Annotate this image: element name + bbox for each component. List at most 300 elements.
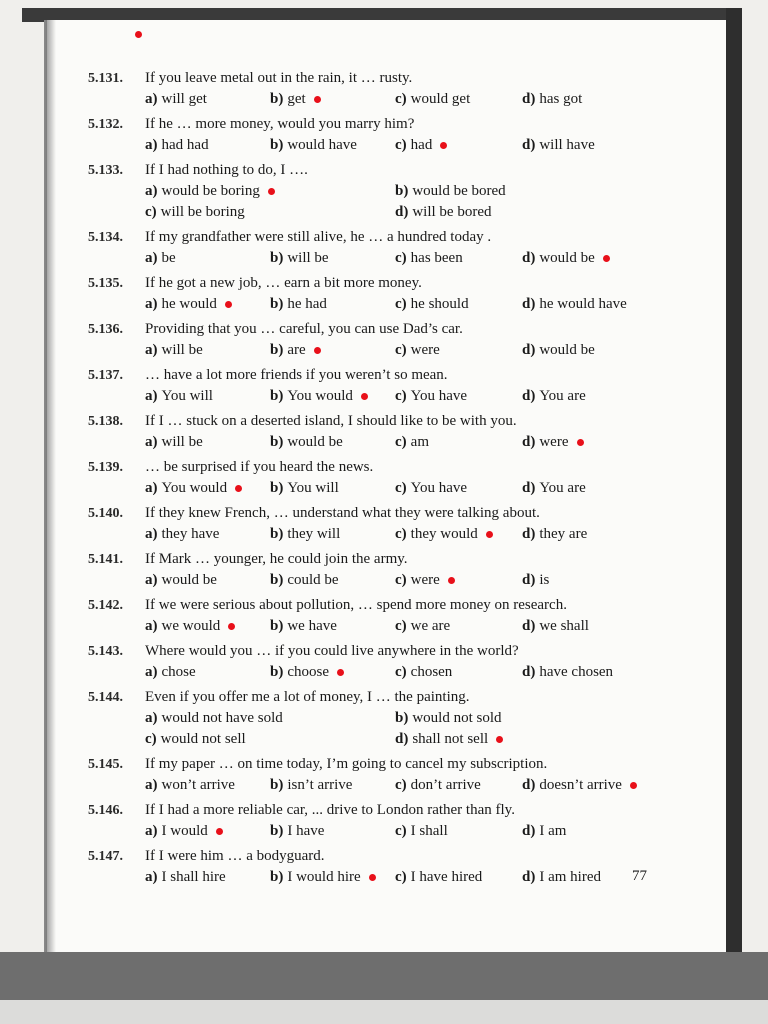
answer-option[interactable] — [145, 662, 196, 683]
option-letter: d) — [522, 480, 536, 496]
answer-option[interactable] — [522, 775, 637, 796]
answer-marker-dot-icon — [486, 531, 493, 538]
option-letter: c) — [395, 434, 407, 450]
option-letter: c) — [395, 618, 407, 634]
question-text: Where would you … if you could live anywhere in the world? — [145, 643, 519, 659]
question-stem — [88, 319, 688, 340]
option-letter: a) — [145, 342, 158, 358]
option-letter: d) — [522, 869, 536, 885]
answer-option[interactable] — [270, 135, 357, 156]
option-letter: a) — [145, 664, 158, 680]
answer-option[interactable] — [145, 616, 235, 637]
question-item — [88, 411, 688, 453]
question-item — [88, 846, 688, 888]
question-text: If I had a more reliable car, ... drive to London rather than fly. — [145, 802, 515, 818]
answer-option[interactable] — [145, 135, 209, 156]
option-letter: c) — [395, 823, 407, 839]
answer-option[interactable] — [270, 89, 321, 110]
scan-right-border — [726, 8, 742, 958]
option-letter: a) — [145, 183, 158, 199]
option-letter: c) — [395, 250, 407, 266]
option-letter: a) — [145, 91, 158, 107]
option-text: they are — [539, 526, 588, 542]
answer-marker-dot-icon — [314, 96, 321, 103]
question-number: 5.146. — [88, 803, 123, 818]
answer-option[interactable] — [145, 775, 235, 796]
answer-option[interactable] — [522, 340, 595, 361]
option-text: would get — [410, 91, 471, 107]
option-text: he had — [287, 296, 327, 312]
answer-marker-dot-icon — [440, 142, 447, 149]
question-item — [88, 687, 688, 750]
question-number: 5.145. — [88, 757, 123, 772]
option-letter: b) — [270, 572, 284, 588]
answer-option[interactable] — [522, 478, 586, 499]
option-letter: b) — [270, 823, 284, 839]
option-text: You would — [161, 480, 228, 496]
option-letter: b) — [270, 296, 284, 312]
option-text: has been — [410, 250, 463, 266]
option-letter: c) — [395, 869, 407, 885]
question-stem — [88, 68, 688, 89]
question-item — [88, 595, 688, 637]
option-text: chosen — [410, 664, 453, 680]
option-text: he should — [410, 296, 469, 312]
answer-option[interactable] — [522, 386, 586, 407]
answer-option[interactable] — [395, 570, 455, 591]
option-text: You have — [410, 480, 468, 496]
answer-option[interactable] — [395, 386, 467, 407]
answer-option[interactable] — [522, 821, 566, 842]
option-letter: b) — [270, 777, 284, 793]
option-text: You have — [410, 388, 468, 404]
options-row — [145, 821, 688, 842]
option-text: had had — [161, 137, 209, 153]
option-text: would be — [539, 342, 595, 358]
options-row — [145, 708, 688, 729]
answer-option[interactable] — [145, 340, 203, 361]
answer-option[interactable] — [395, 524, 493, 545]
answer-marker-dot-icon — [268, 188, 275, 195]
answer-option[interactable] — [270, 775, 352, 796]
option-letter: d) — [395, 731, 409, 747]
option-text: would not sold — [412, 710, 502, 726]
answer-option[interactable] — [522, 135, 595, 156]
answer-marker-dot-icon — [496, 736, 503, 743]
option-text: choose — [287, 664, 329, 680]
answer-option[interactable] — [395, 181, 506, 202]
question-text: If we were serious about pollution, … spend more money on research. — [145, 597, 567, 613]
option-text: I would hire — [287, 869, 361, 885]
option-text: I have — [287, 823, 325, 839]
option-text: will get — [161, 91, 207, 107]
options-row — [145, 248, 688, 269]
option-letter: a) — [145, 710, 158, 726]
option-letter: d) — [522, 388, 536, 404]
question-text: … have a lot more friends if you weren’t so mean. — [145, 367, 448, 383]
option-letter: d) — [522, 664, 536, 680]
page-number: 77 — [632, 868, 647, 884]
answer-marker-dot-icon — [216, 828, 223, 835]
option-text: they would — [410, 526, 478, 542]
option-text: doesn’t arrive — [539, 777, 622, 793]
answer-option[interactable] — [145, 202, 245, 223]
option-letter: a) — [145, 777, 158, 793]
option-text: we have — [287, 618, 337, 634]
question-number: 5.136. — [88, 322, 123, 337]
options-row — [145, 570, 688, 591]
answer-option[interactable] — [270, 616, 337, 637]
option-text: could be — [287, 572, 339, 588]
option-letter: b) — [270, 342, 284, 358]
question-stem — [88, 800, 688, 821]
answer-option[interactable] — [145, 432, 203, 453]
option-text: we are — [410, 618, 451, 634]
question-text: If he got a new job, … earn a bit more money. — [145, 275, 422, 291]
answer-option[interactable] — [522, 662, 613, 683]
option-text: shall not sell — [412, 731, 489, 747]
answer-option[interactable] — [145, 294, 232, 315]
option-text: would be boring — [161, 183, 260, 199]
question-stem — [88, 273, 688, 294]
option-text: they will — [287, 526, 341, 542]
option-letter: b) — [270, 91, 284, 107]
question-text: … be surprised if you heard the news. — [145, 459, 374, 475]
options-row — [145, 729, 688, 750]
options-row — [145, 478, 688, 499]
option-text: You are — [539, 480, 586, 496]
answer-option[interactable] — [395, 775, 481, 796]
option-text: he would have — [539, 296, 627, 312]
question-number: 5.147. — [88, 849, 123, 864]
option-letter: d) — [522, 823, 536, 839]
option-text: You are — [539, 388, 586, 404]
answer-option[interactable] — [270, 340, 321, 361]
option-text: has got — [539, 91, 583, 107]
option-letter: a) — [145, 526, 158, 542]
options-row — [145, 867, 688, 888]
question-number: 5.139. — [88, 460, 123, 475]
question-stem — [88, 160, 688, 181]
answer-option[interactable] — [522, 867, 601, 888]
answer-option[interactable] — [145, 708, 283, 729]
option-text: I am hired — [539, 869, 601, 885]
option-text: I have hired — [410, 869, 483, 885]
option-text: get — [287, 91, 306, 107]
option-letter: a) — [145, 480, 158, 496]
question-text: If Mark … younger, he could join the army. — [145, 551, 408, 567]
answer-marker-dot-icon — [603, 255, 610, 262]
option-letter: c) — [395, 664, 407, 680]
answer-option[interactable] — [395, 340, 440, 361]
question-stem — [88, 595, 688, 616]
option-letter: c) — [145, 731, 157, 747]
answer-option[interactable] — [395, 729, 503, 750]
options-row — [145, 181, 688, 202]
question-number: 5.144. — [88, 690, 123, 705]
question-text: If my paper … on time today, I’m going to cancel my subscription. — [145, 756, 548, 772]
question-text: If I … stuck on a deserted island, I should like to be with you. — [145, 413, 517, 429]
question-item — [88, 365, 688, 407]
option-text: chose — [161, 664, 196, 680]
options-row — [145, 616, 688, 637]
answer-option[interactable] — [270, 867, 376, 888]
answer-marker-dot-icon — [225, 301, 232, 308]
answer-option[interactable] — [522, 524, 587, 545]
answer-option[interactable] — [270, 478, 339, 499]
answer-option[interactable] — [145, 524, 219, 545]
answer-marker-dot-icon — [314, 347, 321, 354]
question-stem — [88, 687, 688, 708]
answer-option[interactable] — [522, 616, 589, 637]
option-letter: a) — [145, 823, 158, 839]
option-text: would have — [287, 137, 357, 153]
answer-option[interactable] — [145, 729, 246, 750]
answer-marker-dot-icon — [337, 669, 344, 676]
answer-option[interactable] — [270, 524, 340, 545]
option-letter: d) — [522, 250, 536, 266]
answer-option[interactable] — [270, 821, 324, 842]
scan-bottom-border — [0, 952, 768, 1000]
answer-marker-dot-icon — [369, 874, 376, 881]
option-letter: b) — [270, 664, 284, 680]
question-text: If I had nothing to do, I …. — [145, 162, 308, 178]
option-text: don’t arrive — [410, 777, 481, 793]
answer-option[interactable] — [395, 708, 502, 729]
option-text: is — [539, 572, 550, 588]
question-number: 5.135. — [88, 276, 123, 291]
option-text: won’t arrive — [161, 777, 235, 793]
question-number: 5.131. — [88, 71, 123, 86]
option-letter: a) — [145, 137, 158, 153]
stray-red-dot-icon — [135, 31, 142, 38]
option-text: would not sell — [160, 731, 246, 747]
question-stem — [88, 846, 688, 867]
option-text: You will — [161, 388, 213, 404]
option-letter: a) — [145, 250, 158, 266]
answer-option[interactable] — [145, 478, 242, 499]
option-text: be — [161, 250, 176, 266]
option-text: we would — [161, 618, 221, 634]
answer-option[interactable] — [270, 662, 344, 683]
answer-option[interactable] — [522, 248, 610, 269]
option-text: will have — [539, 137, 595, 153]
option-letter: c) — [395, 572, 407, 588]
option-text: will be — [161, 434, 203, 450]
answer-option[interactable] — [270, 570, 339, 591]
question-item — [88, 160, 688, 223]
question-stem — [88, 457, 688, 478]
option-text: would be — [539, 250, 595, 266]
option-text: will be — [287, 250, 329, 266]
answer-option[interactable] — [395, 89, 470, 110]
option-letter: c) — [395, 296, 407, 312]
option-letter: c) — [145, 204, 157, 220]
question-stem — [88, 365, 688, 386]
question-number: 5.141. — [88, 552, 123, 567]
option-letter: d) — [395, 204, 409, 220]
question-item — [88, 114, 688, 156]
option-letter: b) — [270, 480, 284, 496]
page-binding-shadow — [44, 20, 56, 955]
option-text: he would — [161, 296, 217, 312]
question-item — [88, 754, 688, 796]
option-letter: c) — [395, 342, 407, 358]
answer-option[interactable] — [395, 294, 469, 315]
options-row — [145, 340, 688, 361]
option-text: had — [410, 137, 433, 153]
option-letter: a) — [145, 572, 158, 588]
question-number: 5.133. — [88, 163, 123, 178]
option-text: will be bored — [412, 204, 492, 220]
answer-option[interactable] — [395, 867, 482, 888]
option-letter: d) — [522, 296, 536, 312]
question-item — [88, 549, 688, 591]
option-letter: d) — [522, 777, 536, 793]
answer-marker-dot-icon — [448, 577, 455, 584]
option-letter: d) — [522, 342, 536, 358]
question-stem — [88, 114, 688, 135]
answer-option[interactable] — [522, 432, 584, 453]
answer-option[interactable] — [395, 135, 447, 156]
answer-marker-dot-icon — [361, 393, 368, 400]
option-letter: b) — [270, 434, 284, 450]
question-stem — [88, 754, 688, 775]
question-item — [88, 457, 688, 499]
option-text: will be — [161, 342, 203, 358]
option-text: were — [410, 572, 440, 588]
options-row — [145, 524, 688, 545]
options-row — [145, 89, 688, 110]
answer-option[interactable] — [145, 181, 275, 202]
question-item — [88, 273, 688, 315]
question-number: 5.132. — [88, 117, 123, 132]
answer-option[interactable] — [395, 248, 463, 269]
option-letter: c) — [395, 777, 407, 793]
option-letter: c) — [395, 137, 407, 153]
answer-option[interactable] — [145, 570, 217, 591]
answer-option[interactable] — [395, 821, 448, 842]
option-letter: b) — [395, 710, 409, 726]
question-list — [88, 68, 688, 892]
option-letter: c) — [395, 480, 407, 496]
question-number: 5.143. — [88, 644, 123, 659]
option-text: would be — [161, 572, 217, 588]
options-row — [145, 135, 688, 156]
option-text: You will — [287, 480, 339, 496]
option-text: would be — [287, 434, 343, 450]
option-letter: d) — [522, 572, 536, 588]
option-letter: d) — [522, 137, 536, 153]
option-letter: d) — [522, 618, 536, 634]
option-letter: b) — [270, 137, 284, 153]
answer-option[interactable] — [395, 478, 467, 499]
option-letter: b) — [270, 869, 284, 885]
question-stem — [88, 227, 688, 248]
question-text: If he … more money, would you marry him? — [145, 116, 415, 132]
option-text: were — [410, 342, 440, 358]
question-text: Even if you offer me a lot of money, I … the painting. — [145, 689, 470, 705]
answer-option[interactable] — [270, 432, 343, 453]
answer-option[interactable] — [395, 616, 450, 637]
answer-option[interactable] — [522, 89, 582, 110]
option-letter: c) — [395, 388, 407, 404]
option-text: were — [539, 434, 569, 450]
answer-option[interactable] — [270, 294, 327, 315]
question-item — [88, 227, 688, 269]
option-letter: d) — [522, 91, 536, 107]
options-row — [145, 775, 688, 796]
scan-bottom-edge — [0, 1000, 768, 1024]
option-letter: b) — [270, 250, 284, 266]
option-text: I would — [161, 823, 208, 839]
answer-option[interactable] — [522, 294, 627, 315]
answer-option[interactable] — [145, 386, 213, 407]
option-letter: b) — [395, 183, 409, 199]
answer-marker-dot-icon — [228, 623, 235, 630]
options-row — [145, 386, 688, 407]
option-text: have chosen — [539, 664, 614, 680]
answer-option[interactable] — [145, 89, 207, 110]
question-item — [88, 68, 688, 110]
question-stem — [88, 549, 688, 570]
answer-option[interactable] — [270, 386, 368, 407]
option-letter: b) — [270, 526, 284, 542]
options-row — [145, 294, 688, 315]
option-letter: a) — [145, 388, 158, 404]
option-text: they have — [161, 526, 220, 542]
option-letter: a) — [145, 869, 158, 885]
answer-option[interactable] — [522, 570, 549, 591]
answer-option[interactable] — [145, 248, 176, 269]
answer-marker-dot-icon — [235, 485, 242, 492]
option-text: am — [410, 434, 429, 450]
option-letter: a) — [145, 296, 158, 312]
option-text: I am — [539, 823, 567, 839]
answer-option[interactable] — [145, 867, 226, 888]
option-text: will be boring — [160, 204, 245, 220]
option-text: I shall hire — [161, 869, 226, 885]
answer-option[interactable] — [395, 432, 429, 453]
option-letter: c) — [395, 91, 407, 107]
option-text: would be bored — [412, 183, 506, 199]
options-row — [145, 432, 688, 453]
option-text: isn’t arrive — [287, 777, 353, 793]
answer-option[interactable] — [270, 248, 329, 269]
question-stem — [88, 641, 688, 662]
option-text: we shall — [539, 618, 589, 634]
answer-marker-dot-icon — [630, 782, 637, 789]
option-letter: a) — [145, 618, 158, 634]
option-letter: c) — [395, 526, 407, 542]
question-number: 5.137. — [88, 368, 123, 383]
answer-option[interactable] — [145, 821, 223, 842]
option-letter: a) — [145, 434, 158, 450]
question-text: If I were him … a bodyguard. — [145, 848, 325, 864]
option-text: You would — [287, 388, 353, 404]
question-item — [88, 641, 688, 683]
option-text: are — [287, 342, 306, 358]
options-row — [145, 202, 688, 223]
answer-option[interactable] — [395, 202, 492, 223]
question-number: 5.134. — [88, 230, 123, 245]
question-number: 5.142. — [88, 598, 123, 613]
answer-option[interactable] — [395, 662, 452, 683]
question-item — [88, 800, 688, 842]
option-letter: d) — [522, 526, 536, 542]
question-item — [88, 503, 688, 545]
question-stem — [88, 503, 688, 524]
